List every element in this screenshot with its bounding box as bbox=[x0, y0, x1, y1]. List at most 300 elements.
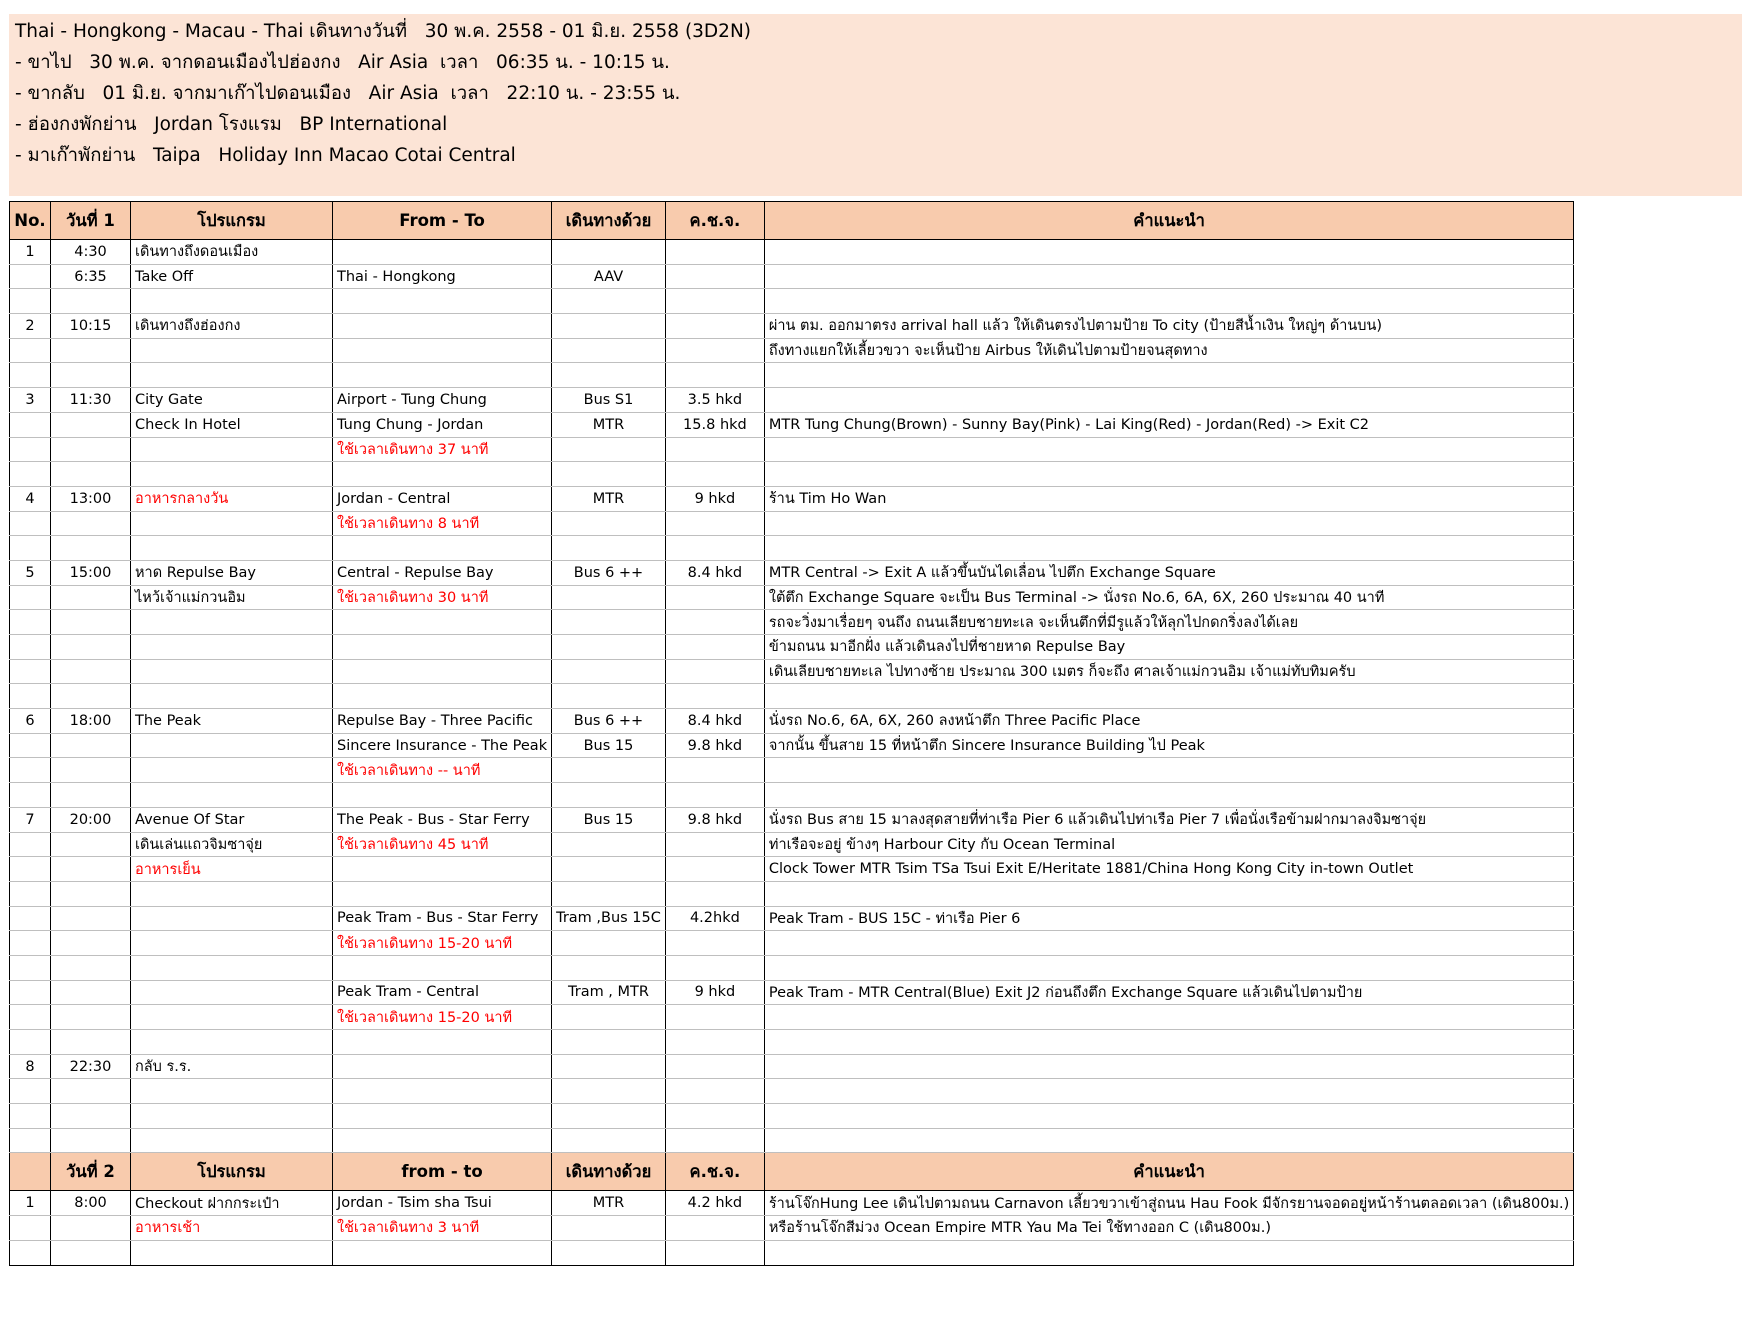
cell-advice[interactable] bbox=[764, 931, 1573, 956]
cell-time[interactable] bbox=[51, 511, 131, 536]
cell-no[interactable]: 2 bbox=[10, 314, 51, 339]
cell-advice[interactable] bbox=[764, 511, 1573, 536]
cell-transport[interactable] bbox=[552, 955, 666, 980]
table-row bbox=[10, 1240, 1574, 1265]
cell-transport[interactable] bbox=[552, 1240, 666, 1265]
cell-fare[interactable]: 9.8 hkd bbox=[665, 807, 764, 832]
cell-time[interactable] bbox=[51, 758, 131, 783]
cell-time[interactable] bbox=[51, 1216, 131, 1241]
table-row bbox=[10, 264, 1574, 289]
cell-program[interactable] bbox=[131, 1005, 333, 1030]
cell-transport[interactable] bbox=[552, 363, 666, 388]
cell-time[interactable] bbox=[51, 659, 131, 684]
cell-no[interactable] bbox=[10, 536, 51, 561]
cell-no[interactable]: 8 bbox=[10, 1054, 51, 1079]
cell-transport[interactable] bbox=[552, 437, 666, 462]
cell-no[interactable] bbox=[10, 857, 51, 882]
cell-time[interactable]: 11:30 bbox=[51, 388, 131, 413]
cell-time[interactable] bbox=[51, 635, 131, 660]
cell-advice[interactable]: Clock Tower MTR Tsim TSa Tsui Exit E/Heritate 1881/China Hong Kong City in-town Outlet bbox=[764, 857, 1573, 882]
cell-program[interactable] bbox=[131, 659, 333, 684]
cell-route[interactable]: Peak Tram - Bus - Star Ferry bbox=[333, 906, 552, 931]
cell-no[interactable] bbox=[10, 931, 51, 956]
cell-advice[interactable] bbox=[764, 1104, 1573, 1129]
cell-advice[interactable] bbox=[764, 1054, 1573, 1079]
cell-fare[interactable] bbox=[665, 264, 764, 289]
cell-route[interactable]: ใช้เวลาเดินทาง 37 นาที bbox=[333, 437, 552, 462]
cell-fare[interactable] bbox=[665, 585, 764, 610]
cell-advice[interactable]: ท่าเรือจะอยู่ ข้างๆ Harbour City กับ Ocean Terminal bbox=[764, 832, 1573, 857]
cell-no[interactable] bbox=[10, 412, 51, 437]
cell-advice[interactable]: ร้าน Tim Ho Wan bbox=[764, 486, 1573, 511]
cell-time[interactable] bbox=[51, 733, 131, 758]
cell-no[interactable] bbox=[10, 511, 51, 536]
cell-fare[interactable] bbox=[665, 1054, 764, 1079]
cell-no[interactable] bbox=[10, 610, 51, 635]
cell-transport[interactable]: Bus S1 bbox=[552, 388, 666, 413]
cell-route[interactable]: ใช้เวลาเดินทาง 15-20 นาที bbox=[333, 931, 552, 956]
day2-header-row bbox=[10, 1153, 1574, 1191]
cell-time[interactable]: 13:00 bbox=[51, 486, 131, 511]
cell-fare[interactable] bbox=[665, 857, 764, 882]
cell-advice[interactable] bbox=[764, 1079, 1573, 1104]
cell-no[interactable] bbox=[10, 1005, 51, 1030]
cell-route[interactable] bbox=[333, 1240, 552, 1265]
cell-time[interactable] bbox=[51, 1030, 131, 1055]
table-row bbox=[10, 289, 1574, 314]
cell-transport[interactable] bbox=[552, 1079, 666, 1104]
cell-time[interactable] bbox=[51, 462, 131, 487]
cell-advice[interactable]: รถจะวิ่งมาเรื่อยๆ จนถึง ถนนเลียบชายทะเล จะเห็นตึกที่มีรูแล้วให้ลุกไปกดกริ่งลงได้เลย bbox=[764, 610, 1573, 635]
cell-route[interactable] bbox=[333, 1128, 552, 1153]
cell-fare[interactable] bbox=[665, 289, 764, 314]
cell-no[interactable] bbox=[10, 363, 51, 388]
cell-program[interactable] bbox=[131, 684, 333, 709]
cell-program[interactable]: Checkout ฝากกระเป๋า bbox=[131, 1191, 333, 1216]
cell-route[interactable]: The Peak - Bus - Star Ferry bbox=[333, 807, 552, 832]
cell-advice[interactable] bbox=[764, 462, 1573, 487]
cell-fare[interactable] bbox=[665, 1216, 764, 1241]
cell-no[interactable] bbox=[10, 338, 51, 363]
cell-transport[interactable] bbox=[552, 462, 666, 487]
cell-program[interactable] bbox=[131, 363, 333, 388]
cell-time[interactable] bbox=[51, 857, 131, 882]
cell-route[interactable] bbox=[333, 289, 552, 314]
cell-advice[interactable] bbox=[764, 289, 1573, 314]
cell-transport[interactable] bbox=[552, 1216, 666, 1241]
cell-route[interactable] bbox=[333, 955, 552, 980]
cell-transport[interactable] bbox=[552, 240, 666, 265]
cell-time[interactable]: 18:00 bbox=[51, 709, 131, 734]
cell-time[interactable] bbox=[51, 1079, 131, 1104]
cell-route[interactable] bbox=[333, 1054, 552, 1079]
cell-time[interactable] bbox=[51, 610, 131, 635]
cell-fare[interactable]: 4.2hkd bbox=[665, 906, 764, 931]
cell-fare[interactable] bbox=[665, 1079, 764, 1104]
cell-no[interactable] bbox=[10, 289, 51, 314]
cell-time[interactable] bbox=[51, 1104, 131, 1129]
cell-time[interactable] bbox=[51, 906, 131, 931]
cell-transport[interactable] bbox=[552, 314, 666, 339]
cell-transport[interactable]: Bus 6 ++ bbox=[552, 560, 666, 585]
cell-program[interactable] bbox=[131, 1128, 333, 1153]
cell-program[interactable]: หาด Repulse Bay bbox=[131, 560, 333, 585]
cell-route[interactable]: ใช้เวลาเดินทาง 15-20 นาที bbox=[333, 1005, 552, 1030]
cell-time[interactable] bbox=[51, 881, 131, 906]
cell-no[interactable]: 1 bbox=[10, 240, 51, 265]
cell-transport[interactable] bbox=[552, 1128, 666, 1153]
cell-route[interactable]: Sincere Insurance - The Peak bbox=[333, 733, 552, 758]
cell-time[interactable] bbox=[51, 363, 131, 388]
cell-program[interactable] bbox=[131, 1079, 333, 1104]
cell-advice[interactable]: MTR Central -> Exit A แล้วขึ้นบันไดเลื่อน ไปตึก Exchange Square bbox=[764, 560, 1573, 585]
cell-time[interactable] bbox=[51, 783, 131, 808]
table-row bbox=[10, 906, 1574, 931]
cell-no[interactable] bbox=[10, 437, 51, 462]
cell-transport[interactable] bbox=[552, 832, 666, 857]
cell-program[interactable] bbox=[131, 1240, 333, 1265]
cell-program[interactable] bbox=[131, 511, 333, 536]
cell-no[interactable] bbox=[10, 1128, 51, 1153]
cell-no[interactable] bbox=[10, 1240, 51, 1265]
cell-route[interactable]: ใช้เวลาเดินทาง 8 นาที bbox=[333, 511, 552, 536]
cell-no[interactable] bbox=[10, 1216, 51, 1241]
cell-fare[interactable] bbox=[665, 1030, 764, 1055]
cell-time[interactable] bbox=[51, 832, 131, 857]
cell-time[interactable] bbox=[51, 1005, 131, 1030]
cell-program[interactable]: The Peak bbox=[131, 709, 333, 734]
cell-advice[interactable]: นั่งรถ Bus สาย 15 มาลงสุดสายที่ท่าเรือ Pier 6 แล้วเดินไปท่าเรือ Pier 7 เพื่อนั่งเรือข้ามฝากมาลงจิมซาจุ่ย bbox=[764, 807, 1573, 832]
cell-time[interactable] bbox=[51, 412, 131, 437]
cell-advice[interactable]: ผ่าน ตม. ออกมาตรง arrival hall แล้ว ให้เดินตรงไปตามป้าย To city (ป้ายสีน้ำเงิน ใหญ่ๆ ด้านบน) bbox=[764, 314, 1573, 339]
cell-no[interactable] bbox=[10, 1079, 51, 1104]
cell-no[interactable]: 4 bbox=[10, 486, 51, 511]
cell-advice[interactable] bbox=[764, 1005, 1573, 1030]
cell-program[interactable] bbox=[131, 635, 333, 660]
cell-program[interactable] bbox=[131, 610, 333, 635]
cell-fare[interactable] bbox=[665, 635, 764, 660]
cell-program[interactable]: เดินเล่นแถวจิมซาจุ่ย bbox=[131, 832, 333, 857]
cell-advice[interactable]: ข้ามถนน มาอีกฝั่ง แล้วเดินลงไปที่ชายหาด Repulse Bay bbox=[764, 635, 1573, 660]
cell-transport[interactable] bbox=[552, 635, 666, 660]
cell-transport[interactable]: Tram ,Bus 15C bbox=[552, 906, 666, 931]
cell-program[interactable] bbox=[131, 931, 333, 956]
cell-no[interactable] bbox=[10, 684, 51, 709]
cell-transport[interactable]: MTR bbox=[552, 1191, 666, 1216]
cell-route[interactable] bbox=[333, 659, 552, 684]
cell-transport[interactable] bbox=[552, 511, 666, 536]
cell-advice[interactable]: Peak Tram - MTR Central(Blue) Exit J2 ก่อนถึงตึก Exchange Square แล้วเดินไปตามป้าย bbox=[764, 980, 1573, 1005]
cell-route[interactable]: ใช้เวลาเดินทาง 30 นาที bbox=[333, 585, 552, 610]
cell-route[interactable] bbox=[333, 610, 552, 635]
cell-no[interactable]: 5 bbox=[10, 560, 51, 585]
cell-time[interactable]: 22:30 bbox=[51, 1054, 131, 1079]
cell-advice[interactable] bbox=[764, 388, 1573, 413]
cell-program[interactable]: เดินทางถึงฮ่องกง bbox=[131, 314, 333, 339]
cell-advice[interactable]: นั่งรถ No.6, 6A, 6X, 260 ลงหน้าตึก Three Pacific Place bbox=[764, 709, 1573, 734]
cell-fare[interactable] bbox=[665, 684, 764, 709]
header-cell-route: from - to bbox=[333, 1153, 552, 1191]
cell-program[interactable] bbox=[131, 881, 333, 906]
cell-route[interactable] bbox=[333, 881, 552, 906]
cell-program[interactable]: เดินทางถึงดอนเมือง bbox=[131, 240, 333, 265]
cell-fare[interactable] bbox=[665, 536, 764, 561]
cell-transport[interactable] bbox=[552, 881, 666, 906]
cell-route[interactable] bbox=[333, 1104, 552, 1129]
cell-transport[interactable] bbox=[552, 783, 666, 808]
header-cell-fare: ค.ช.จ. bbox=[665, 202, 764, 240]
cell-fare[interactable] bbox=[665, 1240, 764, 1265]
cell-program[interactable]: Avenue Of Star bbox=[131, 807, 333, 832]
cell-route[interactable]: ใช้เวลาเดินทาง 45 นาที bbox=[333, 832, 552, 857]
cell-fare[interactable] bbox=[665, 1005, 764, 1030]
cell-no[interactable] bbox=[10, 659, 51, 684]
cell-program[interactable] bbox=[131, 536, 333, 561]
cell-program[interactable]: Take Off bbox=[131, 264, 333, 289]
cell-route[interactable] bbox=[333, 635, 552, 660]
cell-fare[interactable] bbox=[665, 659, 764, 684]
cell-time[interactable] bbox=[51, 980, 131, 1005]
table-row bbox=[10, 684, 1574, 709]
cell-fare[interactable] bbox=[665, 758, 764, 783]
cell-no[interactable]: 1 bbox=[10, 1191, 51, 1216]
cell-advice[interactable] bbox=[764, 1128, 1573, 1153]
cell-advice[interactable]: MTR Tung Chung(Brown) - Sunny Bay(Pink) - Lai King(Red) - Jordan(Red) -> Exit C2 bbox=[764, 412, 1573, 437]
cell-advice[interactable] bbox=[764, 758, 1573, 783]
cell-no[interactable] bbox=[10, 462, 51, 487]
cell-no[interactable] bbox=[10, 906, 51, 931]
cell-transport[interactable]: Tram , MTR bbox=[552, 980, 666, 1005]
cell-transport[interactable] bbox=[552, 659, 666, 684]
cell-fare[interactable]: 4.2 hkd bbox=[665, 1191, 764, 1216]
cell-route[interactable]: Jordan - Central bbox=[333, 486, 552, 511]
cell-fare[interactable] bbox=[665, 881, 764, 906]
cell-route[interactable]: ใช้เวลาเดินทาง -- นาที bbox=[333, 758, 552, 783]
table-row bbox=[10, 1128, 1574, 1153]
cell-advice[interactable]: เดินเลียบชายทะเล ไปทางซ้าย ประมาณ 300 เมตร ก็จะถึง ศาลเจ้าแม่กวนอิม เจ้าแม่ทับทิมครับ bbox=[764, 659, 1573, 684]
cell-route[interactable]: Repulse Bay - Three Pacific bbox=[333, 709, 552, 734]
cell-transport[interactable]: Bus 6 ++ bbox=[552, 709, 666, 734]
cell-program[interactable] bbox=[131, 1104, 333, 1129]
cell-time[interactable] bbox=[51, 1128, 131, 1153]
table-row bbox=[10, 881, 1574, 906]
cell-fare[interactable] bbox=[665, 610, 764, 635]
cell-transport[interactable] bbox=[552, 536, 666, 561]
cell-program[interactable] bbox=[131, 462, 333, 487]
cell-time[interactable] bbox=[51, 955, 131, 980]
cell-route[interactable] bbox=[333, 462, 552, 487]
cell-fare[interactable] bbox=[665, 783, 764, 808]
cell-route[interactable]: Jordan - Tsim sha Tsui bbox=[333, 1191, 552, 1216]
cell-transport[interactable] bbox=[552, 931, 666, 956]
cell-time[interactable] bbox=[51, 536, 131, 561]
cell-time[interactable] bbox=[51, 437, 131, 462]
cell-time[interactable]: 4:30 bbox=[51, 240, 131, 265]
cell-route[interactable]: Thai - Hongkong bbox=[333, 264, 552, 289]
cell-fare[interactable]: 9 hkd bbox=[665, 486, 764, 511]
cell-transport[interactable] bbox=[552, 684, 666, 709]
cell-route[interactable]: Peak Tram - Central bbox=[333, 980, 552, 1005]
cell-advice[interactable]: ใต้ตึก Exchange Square จะเป็น Bus Terminal -> นั่งรถ No.6, 6A, 6X, 260 ประมาณ 40 นาที bbox=[764, 585, 1573, 610]
header-cell-transport: เดินทางด้วย bbox=[552, 202, 666, 240]
cell-transport[interactable]: MTR bbox=[552, 486, 666, 511]
cell-no[interactable] bbox=[10, 1030, 51, 1055]
cell-transport[interactable] bbox=[552, 289, 666, 314]
cell-route[interactable] bbox=[333, 338, 552, 363]
cell-advice[interactable] bbox=[764, 536, 1573, 561]
cell-no[interactable]: 6 bbox=[10, 709, 51, 734]
cell-advice[interactable]: ถึงทางแยกให้เลี้ยวขวา จะเห็นป้าย Airbus ให้เดินไปตามป้ายจนสุดทาง bbox=[764, 338, 1573, 363]
trip-title: Thai - Hongkong - Macau - Thai เดินทางวันที่ 30 พ.ค. 2558 - 01 มิ.ย. 2558 (3D2N) bbox=[15, 21, 752, 42]
cell-route[interactable] bbox=[333, 684, 552, 709]
cell-fare[interactable] bbox=[665, 1104, 764, 1129]
cell-program[interactable] bbox=[131, 733, 333, 758]
cell-advice[interactable] bbox=[764, 363, 1573, 388]
cell-transport[interactable]: MTR bbox=[552, 412, 666, 437]
cell-transport[interactable] bbox=[552, 857, 666, 882]
cell-transport[interactable] bbox=[552, 1104, 666, 1129]
cell-time[interactable] bbox=[51, 338, 131, 363]
header-cell-program: โปรแกรม bbox=[131, 202, 333, 240]
cell-time[interactable]: 8:00 bbox=[51, 1191, 131, 1216]
cell-program[interactable] bbox=[131, 338, 333, 363]
cell-route[interactable] bbox=[333, 1030, 552, 1055]
cell-advice[interactable] bbox=[764, 437, 1573, 462]
cell-time[interactable]: 10:15 bbox=[51, 314, 131, 339]
cell-no[interactable] bbox=[10, 733, 51, 758]
cell-advice[interactable]: หรือร้านโจ๊กสีม่วง Ocean Empire MTR Yau Ma Tei ใช้ทางออก C (เดิน800ม.) bbox=[764, 1216, 1573, 1241]
cell-advice[interactable]: Peak Tram - BUS 15C - ท่าเรือ Pier 6 bbox=[764, 906, 1573, 931]
cell-no[interactable]: 3 bbox=[10, 388, 51, 413]
cell-route[interactable] bbox=[333, 536, 552, 561]
cell-fare[interactable]: 9.8 hkd bbox=[665, 733, 764, 758]
cell-time[interactable] bbox=[51, 289, 131, 314]
header-cell-no: No. bbox=[10, 202, 51, 240]
cell-fare[interactable] bbox=[665, 437, 764, 462]
cell-transport[interactable] bbox=[552, 1005, 666, 1030]
cell-fare[interactable]: 3.5 hkd bbox=[665, 388, 764, 413]
cell-no[interactable] bbox=[10, 955, 51, 980]
cell-fare[interactable]: 8.4 hkd bbox=[665, 560, 764, 585]
cell-advice[interactable] bbox=[764, 1030, 1573, 1055]
cell-advice[interactable] bbox=[764, 240, 1573, 265]
cell-advice[interactable] bbox=[764, 264, 1573, 289]
cell-no[interactable] bbox=[10, 783, 51, 808]
cell-fare[interactable] bbox=[665, 955, 764, 980]
cell-route[interactable] bbox=[333, 314, 552, 339]
cell-program[interactable] bbox=[131, 437, 333, 462]
cell-transport[interactable]: AAV bbox=[552, 264, 666, 289]
table-row bbox=[10, 363, 1574, 388]
cell-no[interactable] bbox=[10, 635, 51, 660]
cell-advice[interactable] bbox=[764, 1240, 1573, 1265]
table-row bbox=[10, 931, 1574, 956]
cell-advice[interactable]: จากนั้น ขึ้นสาย 15 ที่หน้าตึก Sincere Insurance Building ไป Peak bbox=[764, 733, 1573, 758]
cell-program[interactable]: ไหว้เจ้าแม่กวนอิม bbox=[131, 585, 333, 610]
cell-route[interactable]: Central - Repulse Bay bbox=[333, 560, 552, 585]
cell-transport[interactable] bbox=[552, 585, 666, 610]
header-cell-time: วันที่ 1 bbox=[51, 202, 131, 240]
cell-fare[interactable] bbox=[665, 314, 764, 339]
cell-program[interactable] bbox=[131, 1030, 333, 1055]
cell-route[interactable] bbox=[333, 1079, 552, 1104]
cell-fare[interactable] bbox=[665, 1128, 764, 1153]
cell-fare[interactable]: 9 hkd bbox=[665, 980, 764, 1005]
cell-program[interactable] bbox=[131, 980, 333, 1005]
cell-no[interactable] bbox=[10, 881, 51, 906]
cell-program[interactable] bbox=[131, 289, 333, 314]
cell-no[interactable] bbox=[10, 1104, 51, 1129]
cell-fare[interactable] bbox=[665, 240, 764, 265]
cell-route[interactable]: Tung Chung - Jordan bbox=[333, 412, 552, 437]
cell-program[interactable] bbox=[131, 758, 333, 783]
cell-advice[interactable]: ร้านโจ๊กHung Lee เดินไปตามถนน Carnavon เลี้ยวขวาเข้าสู่ถนน Hau Fook มีจักรยานจอดอยู่หน้าร้านตลอดเวลา (เดิน800ม.) bbox=[764, 1191, 1573, 1216]
cell-time[interactable]: 20:00 bbox=[51, 807, 131, 832]
cell-program[interactable]: อาหารเย็น bbox=[131, 857, 333, 882]
cell-program[interactable] bbox=[131, 955, 333, 980]
cell-route[interactable]: ใช้เวลาเดินทาง 3 นาที bbox=[333, 1216, 552, 1241]
cell-route[interactable] bbox=[333, 363, 552, 388]
cell-transport[interactable] bbox=[552, 338, 666, 363]
cell-program[interactable] bbox=[131, 906, 333, 931]
cell-no[interactable] bbox=[10, 758, 51, 783]
cell-route[interactable] bbox=[333, 783, 552, 808]
cell-route[interactable] bbox=[333, 857, 552, 882]
cell-advice[interactable] bbox=[764, 684, 1573, 709]
table-row bbox=[10, 733, 1574, 758]
cell-program[interactable]: อาหารกลางวัน bbox=[131, 486, 333, 511]
cell-advice[interactable] bbox=[764, 955, 1573, 980]
cell-advice[interactable] bbox=[764, 881, 1573, 906]
trip-summary-banner bbox=[9, 14, 1742, 196]
cell-transport[interactable] bbox=[552, 1054, 666, 1079]
cell-no[interactable] bbox=[10, 264, 51, 289]
cell-time[interactable] bbox=[51, 931, 131, 956]
cell-program[interactable] bbox=[131, 783, 333, 808]
cell-program[interactable]: กลับ ร.ร. bbox=[131, 1054, 333, 1079]
cell-no[interactable] bbox=[10, 585, 51, 610]
cell-time[interactable]: 15:00 bbox=[51, 560, 131, 585]
table-row bbox=[10, 240, 1574, 265]
cell-transport[interactable]: Bus 15 bbox=[552, 733, 666, 758]
cell-time[interactable]: 6:35 bbox=[51, 264, 131, 289]
cell-transport[interactable]: Bus 15 bbox=[552, 807, 666, 832]
cell-fare[interactable] bbox=[665, 363, 764, 388]
cell-no[interactable]: 7 bbox=[10, 807, 51, 832]
cell-program[interactable]: Check In Hotel bbox=[131, 412, 333, 437]
cell-fare[interactable] bbox=[665, 832, 764, 857]
cell-no[interactable] bbox=[10, 980, 51, 1005]
cell-fare[interactable]: 8.4 hkd bbox=[665, 709, 764, 734]
cell-route[interactable] bbox=[333, 240, 552, 265]
cell-fare[interactable] bbox=[665, 931, 764, 956]
cell-no[interactable] bbox=[10, 832, 51, 857]
cell-transport[interactable] bbox=[552, 610, 666, 635]
cell-time[interactable] bbox=[51, 585, 131, 610]
cell-fare[interactable] bbox=[665, 462, 764, 487]
cell-time[interactable] bbox=[51, 684, 131, 709]
cell-fare[interactable] bbox=[665, 338, 764, 363]
cell-transport[interactable] bbox=[552, 1030, 666, 1055]
cell-transport[interactable] bbox=[552, 758, 666, 783]
cell-fare[interactable] bbox=[665, 511, 764, 536]
cell-time[interactable] bbox=[51, 1240, 131, 1265]
cell-program[interactable]: City Gate bbox=[131, 388, 333, 413]
cell-fare[interactable]: 15.8 hkd bbox=[665, 412, 764, 437]
cell-advice[interactable] bbox=[764, 783, 1573, 808]
cell-route[interactable]: Airport - Tung Chung bbox=[333, 388, 552, 413]
cell-program[interactable]: อาหารเช้า bbox=[131, 1216, 333, 1241]
